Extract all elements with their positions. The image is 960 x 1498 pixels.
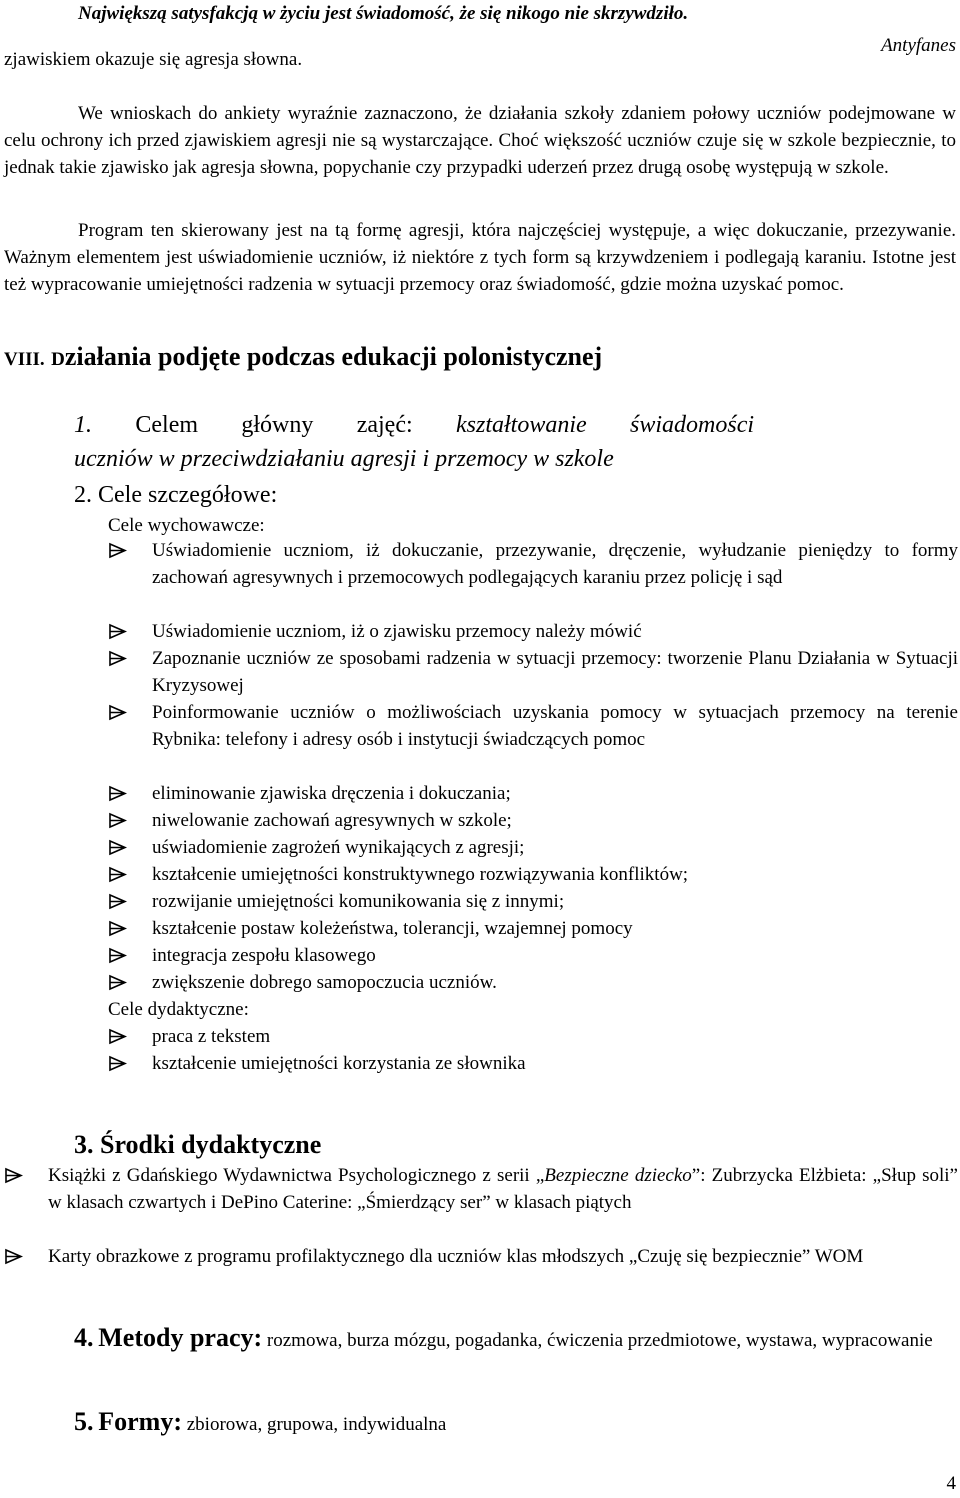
arrow-bullet-icon <box>108 807 128 834</box>
forms-number: 5. <box>74 1407 94 1436</box>
goal-list-item-text: Uświadomienie uczniom, iż o zjawisku przemocy należy mówić <box>152 621 642 642</box>
arrow-bullet-icon <box>4 1162 24 1189</box>
goal-list-item-text: eliminowanie zjawiska dręczenia i dokuczania; <box>152 783 511 804</box>
arrow-bullet-icon <box>108 861 128 888</box>
goal-list-item-text: Poinformowanie uczniów o możliwościach uzyskania pomocy w sytuacjach przemocy na terenie Rybnika: telefony i adresy osób i instytucji świadczących pomoc <box>152 702 958 750</box>
educational-goals-label: Cele wychowawcze: <box>108 515 265 536</box>
goal-list-item-text: rozwijanie umiejętności komunikowania się z innymi; <box>152 891 565 912</box>
resources-heading: 3. Środki dydaktyczne <box>74 1130 322 1159</box>
arrow-bullet-icon <box>108 537 128 564</box>
detailed-goals-heading: 2. Cele szczegółowe: <box>74 482 278 508</box>
arrow-bullet-icon <box>108 888 128 915</box>
methods-text: rozmowa, burza mózgu, pogadanka, ćwiczenia przedmiotowe, wystawa, wypracowanie <box>266 1330 933 1351</box>
goal-list-item-text: Uświadomienie uczniom, iż dokuczanie, przezywanie, dręczenie, wyłudzanie pieniędzy to formy zachowań agresywnych i przemocowych podlegających karaniu przez policję i sąd <box>152 540 958 588</box>
methods-section <box>74 1324 958 1354</box>
header-quote: Największą satysfakcją w życiu jest świadomość, że się nikogo nie skrzywdziło. <box>78 3 689 24</box>
goal-list-item-text: kształcenie postaw koleżeństwa, tolerancji, wzajemnej pomocy <box>152 918 633 939</box>
didactic-goals-label: Cele dydaktyczne: <box>108 999 249 1020</box>
goal-list-item-text: kształcenie umiejętności korzystania ze słownika <box>152 1053 526 1074</box>
goal-list-item-text: niwelowanie zachowań agresywnych w szkole; <box>152 810 512 831</box>
series-title: Bezpieczne dziecko <box>544 1165 692 1186</box>
page-number: 4 <box>946 1473 956 1494</box>
forms-section <box>74 1408 958 1438</box>
goal-list-item-text: Zapoznanie uczniów ze sposobami radzenia w sytuacji przemocy: tworzenie Planu Działania w Sytuacji Kryzysowej <box>152 648 958 696</box>
arrow-bullet-icon <box>108 942 128 969</box>
methods-label: Metody pracy: <box>98 1323 263 1352</box>
section-title-initial: D <box>51 349 65 370</box>
forms-label: Formy: <box>98 1407 182 1436</box>
section-number: VIII. <box>4 349 45 370</box>
goal-list-item-text: praca z tekstem <box>152 1026 271 1047</box>
arrow-bullet-icon <box>108 699 128 726</box>
methods-number: 4. <box>74 1323 94 1352</box>
arrow-bullet-icon <box>108 1023 128 1050</box>
arrow-bullet-icon <box>108 969 128 996</box>
forms-text: zbiorowa, grupowa, indywidualna <box>186 1414 447 1435</box>
main-goal-number: 1. <box>74 412 92 438</box>
paragraph-intro-end: zjawiskiem okazuje się agresja słowna. <box>4 49 303 70</box>
main-goal-label: Celem główny zajęć: <box>135 412 413 438</box>
main-goal-text-2: uczniów w przeciwdziałaniu agresji i przemocy w szkole <box>74 446 614 472</box>
main-goal <box>74 408 754 476</box>
goal-list-item-text: integracja zespołu klasowego <box>152 945 376 966</box>
arrow-bullet-icon <box>108 834 128 861</box>
arrow-bullet-icon <box>108 618 128 645</box>
goal-list-item-text: uświadomienie zagrożeń wynikających z agresji; <box>152 837 525 858</box>
arrow-bullet-icon <box>108 645 128 672</box>
arrow-bullet-icon <box>108 915 128 942</box>
arrow-bullet-icon <box>4 1243 24 1270</box>
resources-item-1-rest: ”: Zubrzycka Elżbieta: „Słup soli” w klasach czwartych i DePino Caterine: „Śmierdzący ser” w klasach piątych <box>48 1165 958 1213</box>
paragraph-program: Program ten skierowany jest na tą formę agresji, która najczęściej występuje, a więc dokuczanie, przezywanie. Ważnym elementem jest uświadomienie uczniów, iż niektóre z tych form są krzywdzeniem i podlegają karaniu. Istotne jest też wypracowanie umiejętności radzenia w sytuacji przemocy oraz świadomość, gdzie można uzyskać pomoc. <box>4 220 956 295</box>
header-author: Antyfanes <box>881 35 956 56</box>
main-goal-text-1: kształtowanie świadomości <box>456 412 755 438</box>
section-title <box>4 342 602 375</box>
resources-item-2-text: Karty obrazkowe z programu profilaktycznego dla uczniów klas młodszych „Czuję się bezpiecznie” WOM <box>48 1246 864 1267</box>
resources-item-1-text: Książki z Gdańskiego Wydawnictwa Psychologicznego z serii „ <box>48 1165 545 1186</box>
paragraph-survey: We wnioskach do ankiety wyraźnie zaznaczono, że działania szkoły zdaniem połowy uczniów podejmowane w celu ochrony ich przed zjawiskiem agresji nie są wystarczające. Choć większość uczniów czuje się w szkole bezpiecznie, to jednak takie zjawisko jak agresja słowna, popychanie czy przypadki uderzeń przez drugą osobę występują w szkole. <box>4 103 956 178</box>
goal-list-item-text: kształcenie umiejętności konstruktywnego rozwiązywania konfliktów; <box>152 864 689 885</box>
arrow-bullet-icon <box>108 780 128 807</box>
goal-list-item-text: zwiększenie dobrego samopoczucia uczniów. <box>152 972 497 993</box>
section-title-text: ziałania podjęte podczas edukacji polonistycznej <box>64 342 603 371</box>
arrow-bullet-icon <box>108 1050 128 1077</box>
